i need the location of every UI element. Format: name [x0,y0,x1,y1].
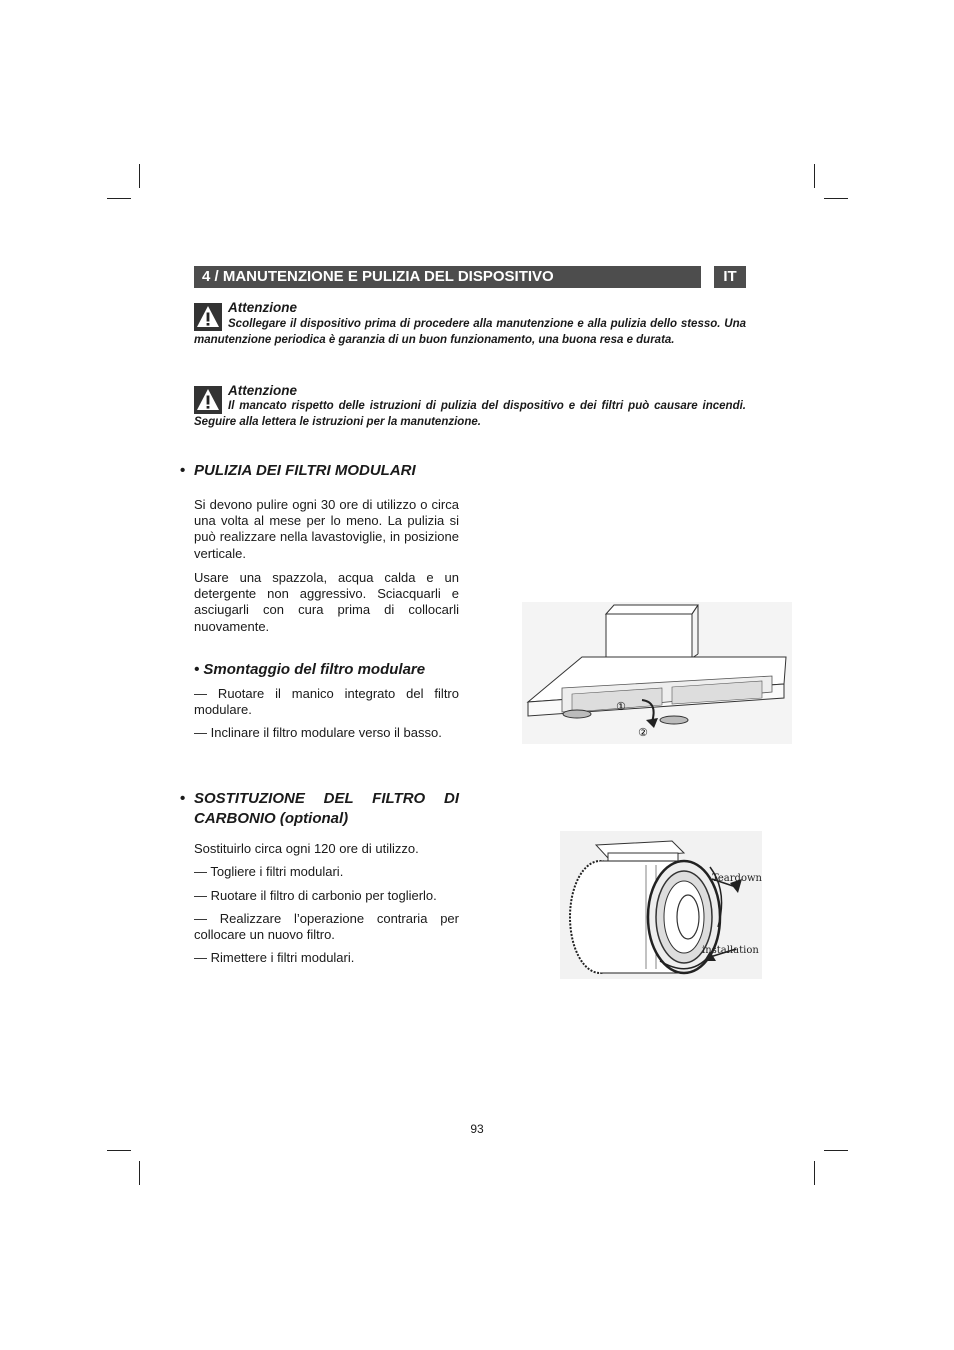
crop-mark [139,164,140,188]
figure-marker: ② [638,726,648,739]
carbon-filter-icon [560,831,762,979]
section-bullet: • [180,462,186,479]
warning-title: Attenzione [228,300,297,315]
crop-mark [107,1150,131,1151]
subsection-heading: • Smontaggio del filtro modulare [194,661,426,678]
crop-mark [139,1161,140,1185]
crop-mark [824,198,848,199]
paragraph: Usare una spazzola, acqua calda e un detergente non aggressivo. Sciacquarli e asciugarli con cura prima di collocarli nuovamente. [194,570,459,634]
installation-label: installation [702,945,759,956]
figure-marker: ① [616,700,626,713]
paragraph: Si devono pulire ogni 30 ore di utilizzo o circa una volta al mese per lo meno. La pulizia si può realizzare nella lavastoviglie, in posizione verticale. [194,497,459,561]
section-heading: PULIZIA DEI FILTRI MODULARI [194,462,416,479]
crop-mark [107,198,131,199]
paragraph: Sostituirlo circa ogni 120 ore di utilizzo. [194,841,419,856]
list-item: — Realizzare l’operazione contraria per collocare un nuovo filtro. [194,911,459,943]
crop-mark [814,1161,815,1185]
page-number: 93 [470,1122,484,1136]
section-title-bar: 4 / MANUTENZIONE E PULIZIA DEL DISPOSITIVO [194,266,701,288]
list-item: — Ruotare il filtro di carbonio per toglierlo. [194,888,437,903]
language-badge: IT [714,266,746,288]
warning-text [194,317,746,348]
list-item: — Ruotare il manico integrato del filtro modulare. [194,686,459,718]
warning-text-content: Scollegare il dispositivo prima di procedere alla manutenzione e alla pulizia dello stesso. Una manutenzione periodica è garanzia di un buon funzionamento, una buona resa e durata. [194,318,746,346]
warning-text [194,399,746,430]
crop-mark [814,164,815,188]
section-bullet: • [180,790,186,807]
warning-text-content: Il mancato rispetto delle istruzioni di pulizia del dispositivo e dei filtri può causare incendi. Seguire alla lettera le istruzioni per la manutenzione. [194,400,746,428]
teardown-label: Teardown [712,873,762,884]
section-heading: SOSTITUZIONE DEL FILTRO DI CARBONIO (optional) [194,790,459,827]
range-hood-filter-icon [522,602,792,744]
list-item: — Rimettere i filtri modulari. [194,950,355,965]
crop-mark [824,1150,848,1151]
list-item: — Inclinare il filtro modulare verso il basso. [194,725,442,740]
list-item: — Togliere i filtri modulari. [194,864,344,879]
warning-title: Attenzione [228,383,297,398]
